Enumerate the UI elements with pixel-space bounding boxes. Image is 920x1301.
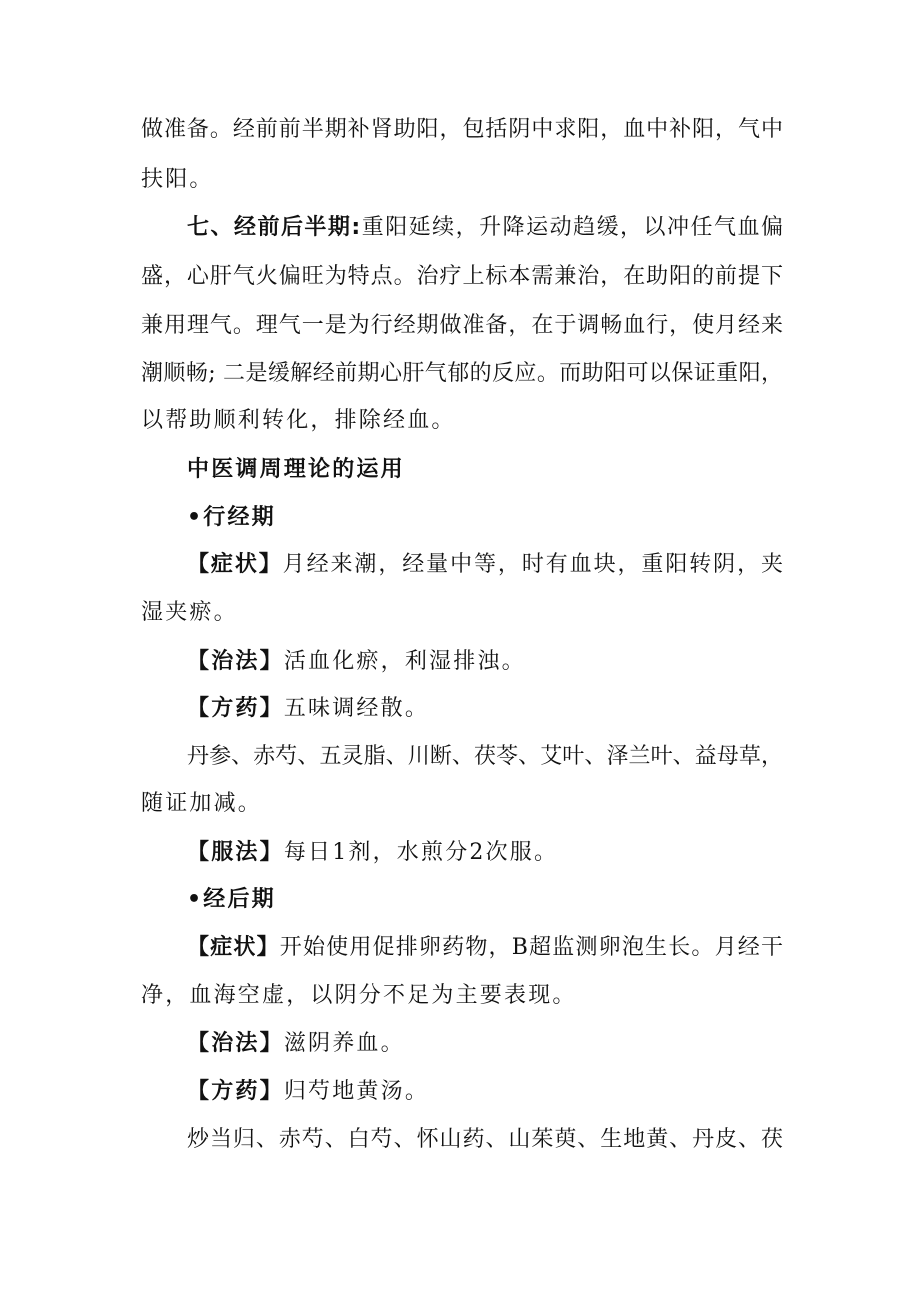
- symptom-text: 月经来潮，经量中等，时有血块，重阳转阴，夹: [282, 552, 783, 577]
- paragraph-text: 重阳延续，升降运动趋缓，以冲任气血偏: [360, 215, 783, 240]
- paragraph-line: 潮顺畅; 二是缓解经前期心肝气郁的反应。而助阳可以保证重阳，: [141, 361, 783, 386]
- formula-line: [187, 1077, 429, 1107]
- paragraph-line: 盛，心肝气火偏旺为特点。治疗上标本需兼治，在助阳的前提下: [141, 264, 783, 289]
- herbs-line: 丹参、赤芍、五灵脂、川断、茯苓、艾叶、泽兰叶、益母草，: [187, 744, 783, 769]
- treatment-text: 活血化瘀，利湿排浊。: [283, 649, 526, 674]
- symptom-line: 湿夹瘀。: [141, 600, 238, 625]
- treatment-label: 【治法】: [187, 649, 284, 674]
- section-title: 中医调周理论的运用: [187, 457, 405, 482]
- treatment-line: [187, 1029, 405, 1059]
- paragraph-first-line: [187, 213, 783, 243]
- symptom-line: [187, 933, 783, 963]
- phase-title: •经后期: [187, 887, 276, 912]
- treatment-line: [187, 647, 526, 677]
- paragraph-heading: 七、经前后半期:: [187, 215, 361, 240]
- herbs-line: 炒当归、赤芍、白芍、怀山药、山茱萸、生地黄、丹皮、茯: [187, 1127, 783, 1152]
- usage-label: 【服法】: [187, 840, 284, 865]
- symptom-line: 净，血海空虚，以阴分不足为主要表现。: [141, 983, 577, 1008]
- treatment-text: 滋阴养血。: [283, 1031, 405, 1056]
- formula-text: 归芍地黄汤。: [283, 1079, 430, 1104]
- phase-title: •行经期: [187, 505, 276, 530]
- usage-line: [187, 838, 558, 868]
- paragraph-line: 以帮助顺利转化，排除经血。: [141, 408, 456, 433]
- formula-label: 【方药】: [187, 1079, 284, 1104]
- symptom-text: 开始使用促排卵药物，B超监测卵泡生长。月经干: [279, 935, 783, 960]
- paragraph-line: 兼用理气。理气一是为行经期做准备，在于调畅血行，使月经来: [141, 313, 783, 338]
- formula-line: [187, 694, 429, 724]
- usage-text: 每日1剂，水煎分2次服。: [283, 840, 559, 865]
- herbs-line: 随证加减。: [141, 791, 263, 816]
- symptom-label: 【症状】: [187, 552, 283, 577]
- paragraph-line: 扶阳。: [141, 167, 214, 192]
- formula-text: 五味调经散。: [283, 696, 430, 721]
- treatment-label: 【治法】: [187, 1031, 284, 1056]
- symptom-line: [187, 550, 783, 580]
- formula-label: 【方药】: [187, 696, 284, 721]
- symptom-label: 【症状】: [187, 935, 280, 960]
- paragraph-line: 做准备。经前前半期补肾助阳，包括阴中求阳，血中补阳，气中: [141, 117, 783, 142]
